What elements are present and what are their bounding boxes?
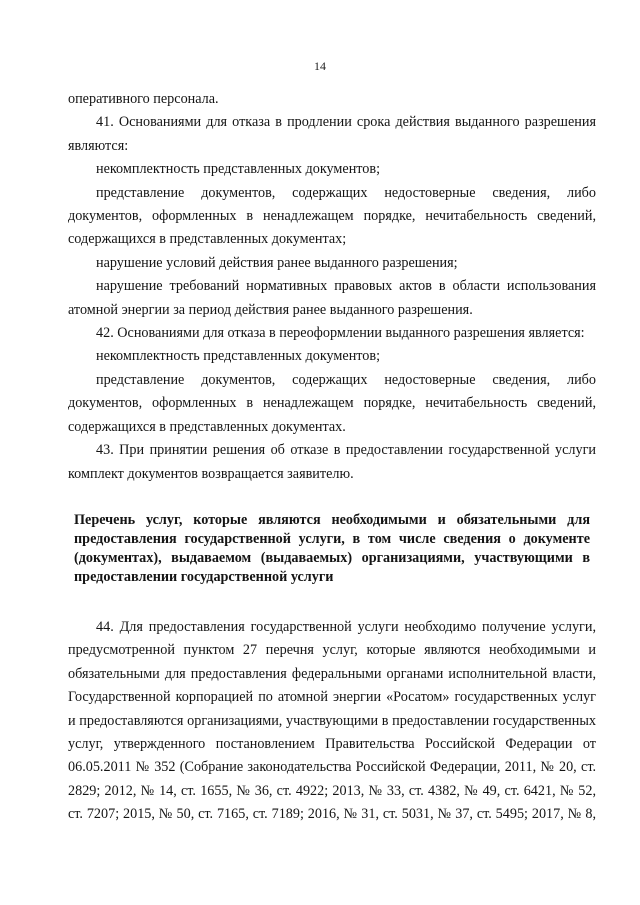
section-heading: Перечень услуг, которые являются необходимыми и обязательными для предоставления государственной услуги, в том числе сведения о документе (документах), выдаваемом (выдаваемых) организациями, участвующими в предоставлении государственной услуги — [74, 511, 590, 585]
paragraph-44: 44. Для предоставления государственной услуги необходимо получение услуги, предусмотренной пунктом 27 перечня услуг, которые являются необходимыми и обязательными для предоставления федеральными органами исполнительной власти, Государственной корпорацией по атомной энергии «Росатом» государственных услуг и предоставляются организациями, участвующими в предоставлении государственных услуг, утвержденного постановлением Правительства Российской Федерации от 06.05.2011 № 352 (Собрание законодательства Российской Федерации, 2011, № 20, ст. 2829; 2012, № 14, ст. 1655, № 36, ст. 4922; 2013, № 33, ст. 4382, № 49, ст. 6421, № 52, ст. 7207; 2015, № 50, ст. 7165, ст. 7189; 2016, № 31, ст. 5031, № 37, ст. 5495; 2017, № 8, — [68, 618, 596, 823]
paragraph-42: 42. Основаниями для отказа в переоформлении выданного разрешения является: — [96, 325, 585, 342]
paragraph: представление документов, содержащих недостоверные сведения, либо документов, оформленных в ненадлежащем порядке, нечитабельность сведений, содержащихся в представленных документах. — [68, 371, 596, 435]
document-body — [68, 88, 596, 827]
paragraph: некомплектность представленных документов; — [96, 348, 381, 365]
paragraph: нарушение требований нормативных правовых актов в области использования атомной энергии за период действия ранее выданного разрешения. — [68, 278, 596, 318]
paragraph: нарушение условий действия ранее выданного разрешения; — [96, 254, 458, 271]
spacer — [68, 486, 596, 511]
page-number: 14 — [314, 59, 326, 73]
spacer — [68, 587, 596, 616]
paragraph-43: 43. При принятии решения об отказе в предоставлении государственной услуги комплект документов возвращается заявителю. — [68, 442, 596, 482]
paragraph-41: 41. Основаниями для отказа в продлении срока действия выданного разрешения являются: — [68, 114, 596, 154]
paragraph: некомплектность представленных документов; — [96, 161, 381, 178]
paragraph: оперативного персонала. — [68, 91, 219, 107]
paragraph: представление документов, содержащих недостоверные сведения, либо документов, оформленных в ненадлежащем порядке, нечитабельность сведений, содержащихся в представленных документах; — [68, 184, 596, 248]
